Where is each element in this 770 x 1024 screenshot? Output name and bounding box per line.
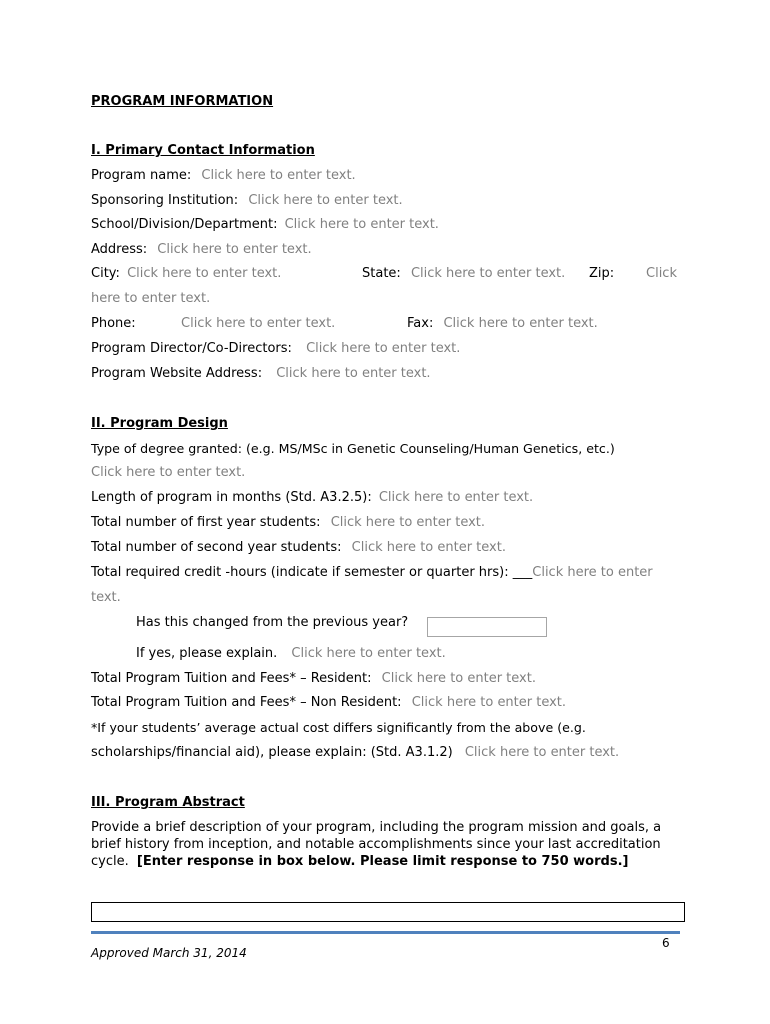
- second-year-label: Total number of second year students:: [91, 540, 342, 555]
- degree-type-label: Type of degree granted: (e.g. MS/MSc in Genetic Counseling/Human Genetics, etc.): [91, 441, 615, 456]
- length-row: [91, 490, 533, 506]
- abstract-instruction: [Enter response in box below. Please limit response to 750 words.]: [136, 854, 629, 869]
- program-name-label: Program name:: [91, 168, 192, 183]
- website-label: Program Website Address:: [91, 366, 263, 381]
- page-title: PROGRAM INFORMATION: [91, 94, 274, 109]
- zip-label: Zip:: [589, 266, 615, 281]
- program-name-field[interactable]: Click here to enter text.: [201, 168, 356, 183]
- school-field[interactable]: Click here to enter text.: [284, 217, 439, 232]
- sponsoring-institution-row: [91, 193, 403, 209]
- length-label: Length of program in months (Std. A3.2.5):: [91, 490, 372, 505]
- sponsoring-institution-field[interactable]: Click here to enter text.: [248, 193, 403, 208]
- city-label: City:: [91, 266, 120, 281]
- fax-label-group: [407, 316, 598, 332]
- director-field[interactable]: Click here to enter text.: [306, 341, 461, 356]
- abstract-instructions: [91, 819, 681, 870]
- first-year-field[interactable]: Click here to enter text.: [330, 515, 486, 530]
- section-heading-program-abstract: III. Program Abstract: [91, 795, 245, 810]
- zip-field[interactable]: Click: [646, 266, 677, 281]
- state-label: State:: [362, 266, 401, 281]
- director-label: Program Director/Co-Directors:: [91, 341, 292, 356]
- credit-hours-field[interactable]: Click here to enter: [532, 565, 653, 580]
- program-name-row: [91, 168, 356, 184]
- tuition-resident-label: Total Program Tuition and Fees* – Resident:: [91, 671, 372, 686]
- phone-label: Phone:: [91, 316, 136, 331]
- cost-note-line2: scholarships/financial aid), please explain: (Std. A3.1.2): [91, 745, 453, 760]
- address-row: [91, 242, 312, 258]
- school-label: School/Division/Department:: [91, 217, 278, 232]
- explain-field[interactable]: Click here to enter text.: [291, 646, 446, 661]
- page-number: 6: [662, 936, 670, 950]
- section-heading-program-design: II. Program Design: [91, 416, 228, 431]
- cost-note-field[interactable]: Click here to enter text.: [464, 745, 620, 760]
- approved-date: Approved March 31, 2014: [91, 946, 247, 960]
- changed-dropdown[interactable]: [427, 617, 547, 637]
- city-field[interactable]: Click here to enter text.: [127, 266, 282, 281]
- credit-hours-field-continued[interactable]: text.: [91, 590, 121, 605]
- abstract-response-box[interactable]: [91, 902, 685, 922]
- first-year-label: Total number of first year students:: [91, 515, 321, 530]
- school-row: [91, 217, 439, 233]
- tuition-resident-field[interactable]: Click here to enter text.: [381, 671, 536, 686]
- credit-hours-row: [91, 565, 653, 581]
- city-label-group: [91, 266, 281, 282]
- first-year-row: [91, 515, 485, 531]
- director-row: [91, 341, 460, 357]
- tuition-nonresident-field[interactable]: Click here to enter text.: [411, 695, 567, 710]
- fax-label: Fax:: [407, 316, 434, 331]
- second-year-field[interactable]: Click here to enter text.: [351, 540, 506, 555]
- length-field[interactable]: Click here to enter text.: [378, 490, 534, 505]
- cost-note-row: [91, 745, 619, 761]
- cost-note-line1: *If your students’ average actual cost differs significantly from the above (e.g.: [91, 720, 586, 735]
- tuition-resident-row: [91, 671, 536, 687]
- phone-field[interactable]: Click here to enter text.: [181, 316, 336, 331]
- credit-hours-label: Total required credit -hours (indicate if semester or quarter hrs): ___: [91, 565, 533, 580]
- degree-type-field[interactable]: Click here to enter text.: [91, 465, 246, 480]
- zip-field-continued[interactable]: here to enter text.: [91, 291, 211, 306]
- abstract-description: Provide a brief description of your program, including the program mission and goals, a brief history from inception, and notable accomplishments since your last accreditation cycle.: [91, 820, 662, 869]
- state-label-group: [362, 266, 565, 282]
- section-heading-primary-contact: I. Primary Contact Information: [91, 143, 315, 158]
- address-field[interactable]: Click here to enter text.: [157, 242, 312, 257]
- fax-field[interactable]: Click here to enter text.: [443, 316, 598, 331]
- website-row: [91, 366, 431, 382]
- state-field[interactable]: Click here to enter text.: [410, 266, 566, 281]
- explain-row: [136, 646, 446, 662]
- tuition-nonresident-row: [91, 695, 566, 711]
- sponsoring-institution-label: Sponsoring Institution:: [91, 193, 239, 208]
- tuition-nonresident-label: Total Program Tuition and Fees* – Non Resident:: [91, 695, 402, 710]
- address-label: Address:: [91, 242, 148, 257]
- website-field[interactable]: Click here to enter text.: [276, 366, 431, 381]
- explain-label: If yes, please explain.: [136, 646, 278, 661]
- second-year-row: [91, 540, 506, 556]
- footer-divider: [91, 931, 680, 934]
- changed-label: Has this changed from the previous year?: [136, 615, 409, 630]
